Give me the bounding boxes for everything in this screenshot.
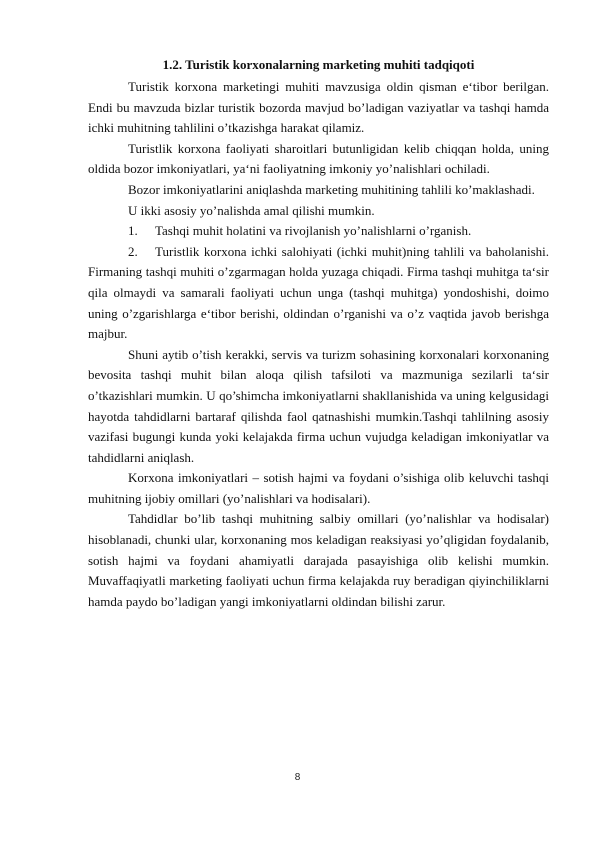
list-item-text: Tashqi muhit holatini va rivojlanish yo’nalishlarni o’rganish. <box>155 223 472 239</box>
paragraph: Turistlik korxona faoliyati sharoitlari butunligidan kelib chiqqan holda, uning oldida bozor imkoniyatlari, ya‘ni faoliyatning imkoniy yo’nalishlari ochiladi. <box>88 140 549 177</box>
page-number: 8 <box>294 772 301 783</box>
page-content <box>88 55 549 612</box>
section-heading: 1.2. Turistik korxonalarning marketing muhiti tadqiqoti <box>162 57 475 72</box>
list-item-number: 1. <box>128 223 138 239</box>
list-item-number: 2. <box>128 243 138 259</box>
paragraph: Shuni aytib o’tish kerakki, servis va turizm sohasining korxonalari korxonaning bevosita tashqi muhit bilan aloqa qilish tafsiloti va mazmuniga sezilarli ta‘sir o’tkazishlari mumkin. U qo’shimcha imkoniyatlarni shakllanishida va uning kelgusidagi hayotda tahdidlarni bartaraf qilishda faol qatnashishi mumkin.Tashqi tahlilning asosiy vazifasi bugungi kunda yoki kelajakda firma uchun vujudga keladigan imkoniyatlar va tahdidlarni aniqlash. <box>88 346 549 465</box>
paragraph: U ikki asosiy yo’nalishda amal qilishi mumkin. <box>128 202 375 218</box>
list-item <box>88 221 549 242</box>
list-item <box>88 242 549 345</box>
paragraph: Bozor imkoniyatlarini aniqlashda marketing muhitining tahlili ko’maklashadi. <box>128 181 535 197</box>
paragraph: Tahdidlar bo’lib tashqi muhitning salbiy omillari (yo’nalishlar va hodisalar) hisoblanadi, chunki ular, korxonaning mos keladigan reaksiyasi yo’qligidan foydalanib, sotish hajmi va foydani ahamiyatli darajada pasayishiga olib kelishi mumkin. Muvaffaqiyatli marketing faoliyati uchun firma kelajakda ruy beradigan qiyinchiliklarni hamda paydo bo’ladigan yangi imkoniyatlarni oldindan bilishi zarur. <box>88 511 549 609</box>
paragraph: Turistik korxona marketingi muhiti mavzusiga oldin qisman e‘tibor berilgan. Endi bu mavzuda bizlar turistik bozorda mavjud bo’ladigan vaziyatlar va tashqi hamda ichki muhitning tahlilini o’tkazishga harakat qilamiz. <box>88 79 549 136</box>
paragraph: Korxona imkoniyatlari – sotish hajmi va foydani o’sishiga olib keluvchi tashqi muhitning ijobiy omillari (yo’nalishlari va hodisalari). <box>88 470 549 506</box>
list-item-text: Turistlik korxona ichki salohiyati (ichki muhit)ning tahlili va baholanishi. Firmaning tashqi muhiti o’zgarmagan holda yuzaga chiqadi. Firma tashqi muhitga ta‘sir qila olmaydi va samarali faoliyati uchun unga (tashqi muhitga) yondoshishi, doimo uning o’zgarishlarga e‘tibor berishi, oldindan o’rganishi va o’z vaqtida javob berishga majbur. <box>88 243 549 342</box>
